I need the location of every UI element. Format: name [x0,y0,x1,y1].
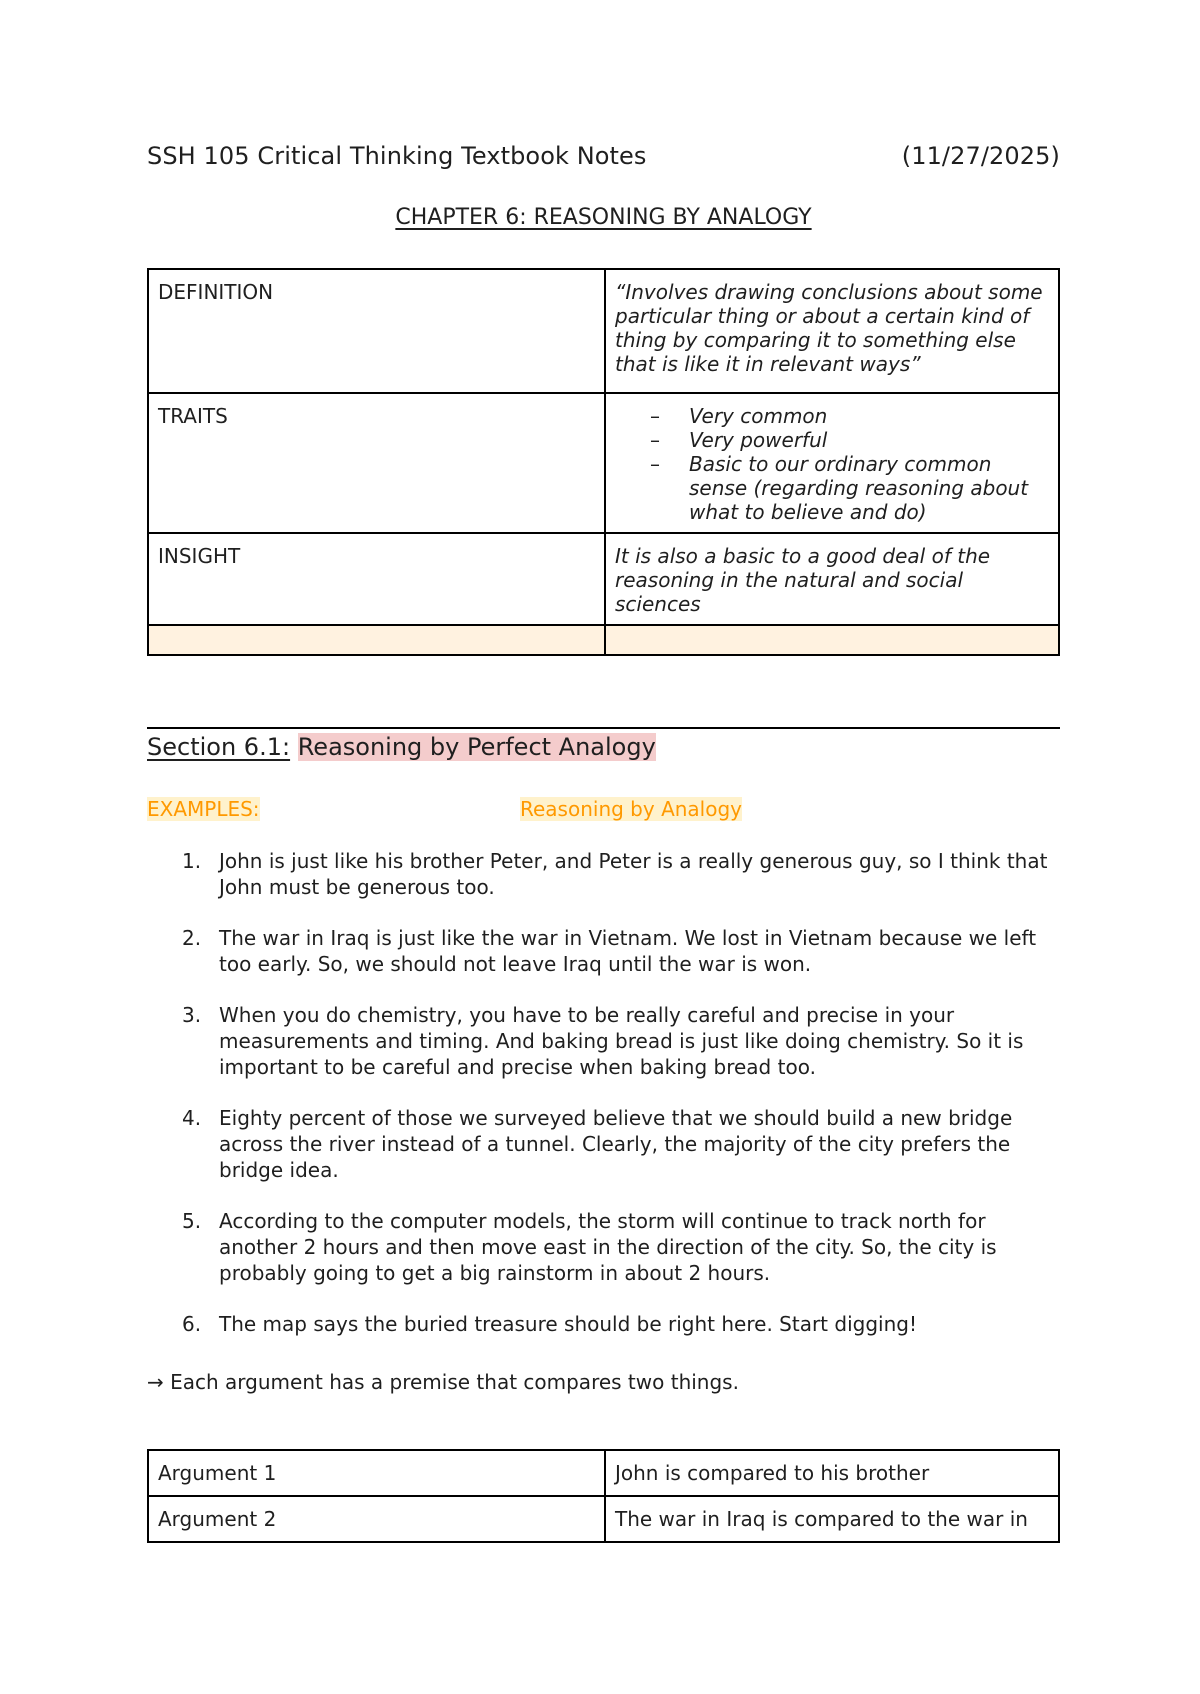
traits-label: TRAITS [148,393,605,533]
traits-value [605,393,1059,533]
empty-cell [148,625,605,655]
example-text: John is just like his brother Peter, and Peter is a really generous guy, so I think that John must be generous too. [219,849,1048,899]
definition-row [148,269,1059,393]
examples-list [147,848,1060,1362]
insight-value: It is also a basic to a good deal of the reasoning in the natural and social sciences [605,533,1059,625]
arguments-table [147,1449,1060,1543]
section-heading [147,733,656,761]
insight-row [148,533,1059,625]
trait-item: – Basic to our ordinary common sense (regarding reasoning about what to believe and do) [615,452,1049,524]
example-item [147,1208,1060,1286]
example-number: 2. [182,926,202,950]
empty-highlighted-row [148,625,1059,655]
argument-row [148,1450,1059,1496]
traits-row [148,393,1059,533]
example-item [147,925,1060,977]
example-text: When you do chemistry, you have to be really careful and precise in your measurements and timing. And baking bread is just like doing chemistry. So it is important to be careful and precise when baking bread too. [219,1003,1024,1079]
definition-table [147,268,1060,656]
example-item [147,848,1060,900]
section-label: Section 6.1: [147,733,291,761]
definition-label: DEFINITION [148,269,605,393]
example-number: 5. [182,1209,202,1233]
argument-label: Argument 1 [148,1450,605,1496]
traits-list [615,404,1049,524]
example-number: 3. [182,1003,202,1027]
argument-comparison: John is compared to his brother [605,1450,1059,1496]
document-header [147,142,1060,170]
argument-comparison: The war in Iraq is compared to the war in [605,1496,1059,1542]
trait-item: – Very powerful [615,428,1049,452]
definition-value: “Involves drawing conclusions about some particular thing or about a certain kind of thing by comparing it to something else that is like it in relevant ways” [605,269,1059,393]
example-number: 6. [182,1312,202,1336]
example-number: 1. [182,849,202,873]
example-text: The war in Iraq is just like the war in Vietnam. We lost in Vietnam because we left too early. So, we should not leave Iraq until the war is won. [219,926,1037,976]
example-item [147,1311,1060,1337]
example-text: According to the computer models, the storm will continue to track north for another 2 hours and then move east in the direction of the city. So, the city is probably going to get a big rainstorm in about 2 hours. [219,1209,997,1285]
course-title: SSH 105 Critical Thinking Textbook Notes [147,142,647,170]
example-text: Eighty percent of those we surveyed believe that we should build a new bridge across the river instead of a tunnel. Clearly, the majority of the city prefers the bridge idea. [219,1106,1013,1182]
argument-row [148,1496,1059,1542]
horizontal-rule [147,727,1060,729]
example-item [147,1105,1060,1183]
example-item [147,1002,1060,1080]
document-date: (11/27/2025) [901,142,1060,170]
argument-label: Argument 2 [148,1496,605,1542]
section-name: Reasoning by Perfect Analogy [297,733,656,761]
trait-item: – Very common [615,404,1049,428]
chapter-title: CHAPTER 6: REASONING BY ANALOGY [395,205,812,230]
example-number: 4. [182,1106,202,1130]
examples-category: Reasoning by Analogy [520,797,743,821]
example-text: The map says the buried treasure should be right here. Start digging! [219,1312,917,1336]
empty-cell [605,625,1059,655]
examples-label: EXAMPLES: [147,797,260,821]
summary-note: → Each argument has a premise that compares two things. [147,1370,739,1394]
insight-label: INSIGHT [148,533,605,625]
